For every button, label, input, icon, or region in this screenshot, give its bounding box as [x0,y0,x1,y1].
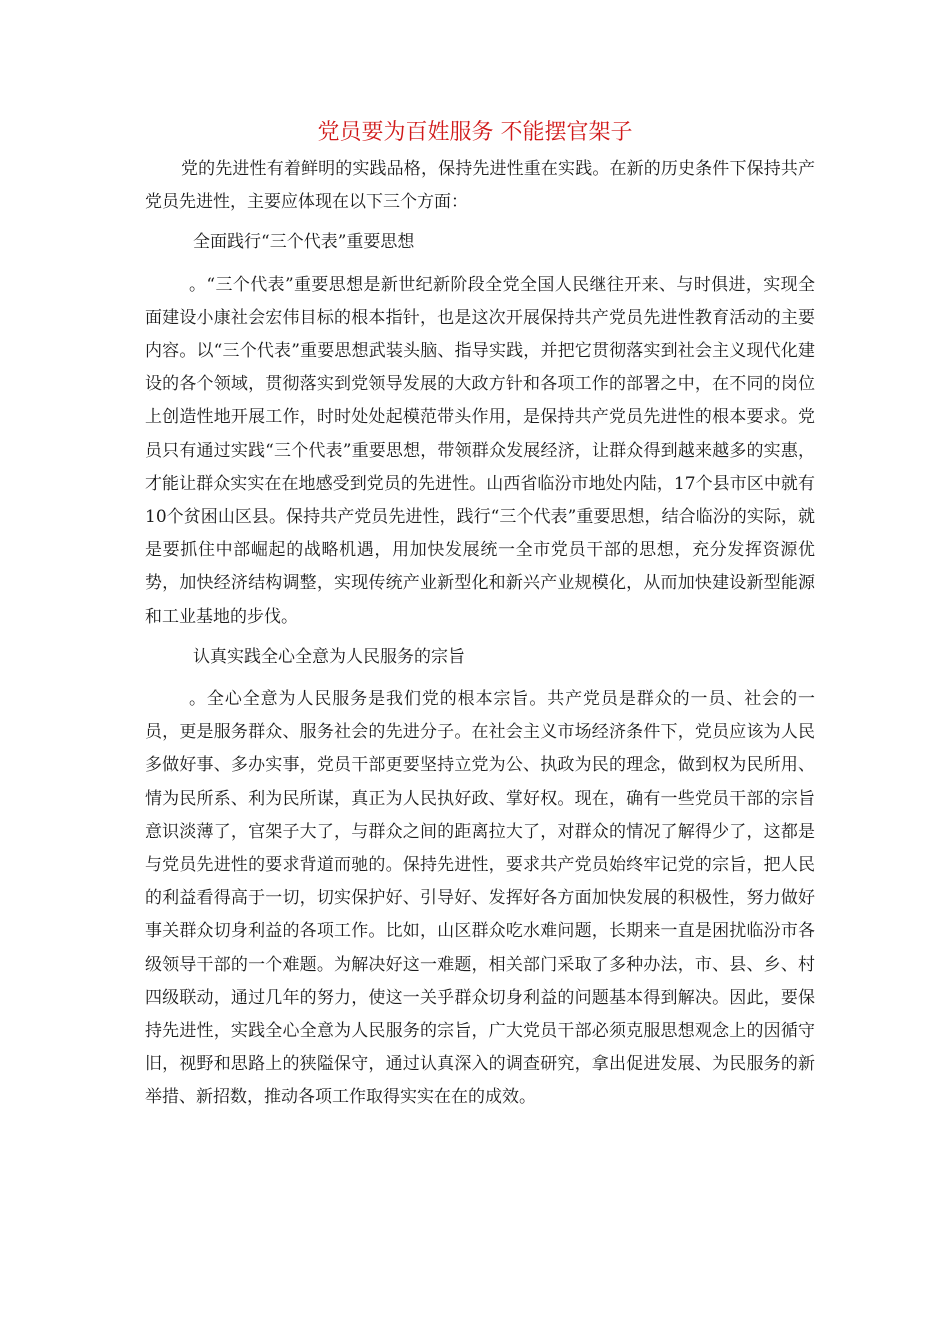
section-1 [145,226,815,633]
section-2 [145,641,815,1115]
section-body: 。全心全意为人民服务是我们党的根本宗旨。共产党员是群众的一员、社会的一员，更是服务群众、服务社会的先进分子。在社会主义市场经济条件下，党员应该为人民多做好事、多办实事，党员干部更要坚持立党为公、执政为民的理念，做到权为民所用、情为民所系、利为民所谋，真正为人民执好政、掌好权。现在，确有一些党员干部的宗旨意识淡薄了，官架子大了，与群众之间的距离拉大了，对群众的情况了解得少了，这都是与党员先进性的要求背道而驰的。保持先进性，要求共产党员始终牢记党的宗旨，把人民的利益看得高于一切，切实保护好、引导好、发挥好各方面加快发展的积极性，努力做好事关群众切身利益的各项工作。比如，山区群众吃水难问题，长期来一直是困扰临汾市各级领导干部的一个难题。为解决好这一难题，相关部门采取了多种办法，市、县、乡、村四级联动，通过几年的努力，使这一关乎群众切身利益的问题基本得到解决。因此，要保持先进性，实践全心全意为人民服务的宗旨，广大党员干部必须克服思想观念上的因循守旧，视野和思路上的狭隘保守，通过认真深入的调查研究，拿出促进发展、为民服务的新举措、新招数，推动各项工作取得实实在在的成效。 [145,689,815,1108]
intro-paragraph: 党的先进性有着鲜明的实践品格，保持先进性重在实践。在新的历史条件下保持共产党员先进性，主要应体现在以下三个方面： [145,159,815,213]
section-body: 。“三个代表”重要思想是新世纪新阶段全党全国人民继往开来、与时俱进，实现全面建设小康社会宏伟目标的根本指针，也是这次开展保持共产党员先进性教育活动的主要内容。以“三个代表”重要思想武装头脑、指导实践，并把它贯彻落实到社会主义现代化建设的各个领域，贯彻落实到党领导发展的大政方针和各项工作的部署之中，在不同的岗位上创造性地开展工作，时时处处起模范带头作用，是保持共产党员先进性的根本要求。党员只有通过实践“三个代表”重要思想，带领群众发展经济，让群众得到越来越多的实惠，才能让群众实实在在地感受到党员的先进性。山西省临汾市地处内陆，17个县市区中就有10个贫困山区县。保持共产党员先进性，践行“三个代表”重要思想，结合临汾的实际，就是要抓住中部崛起的战略机遇，用加快发展统一全市党员干部的思想，充分发挥资源优势，加快经济结构调整，实现传统产业新型化和新兴产业规模化，从而加快建设新型能源和工业基地的步伐。 [145,274,815,627]
section-heading: 认真实践全心全意为人民服务的宗旨 [193,646,465,667]
document-body [145,153,815,1115]
document-title: 党员要为百姓服务 不能摆官架子 [317,120,633,145]
section-heading: 全面践行“三个代表”重要思想 [193,232,415,253]
